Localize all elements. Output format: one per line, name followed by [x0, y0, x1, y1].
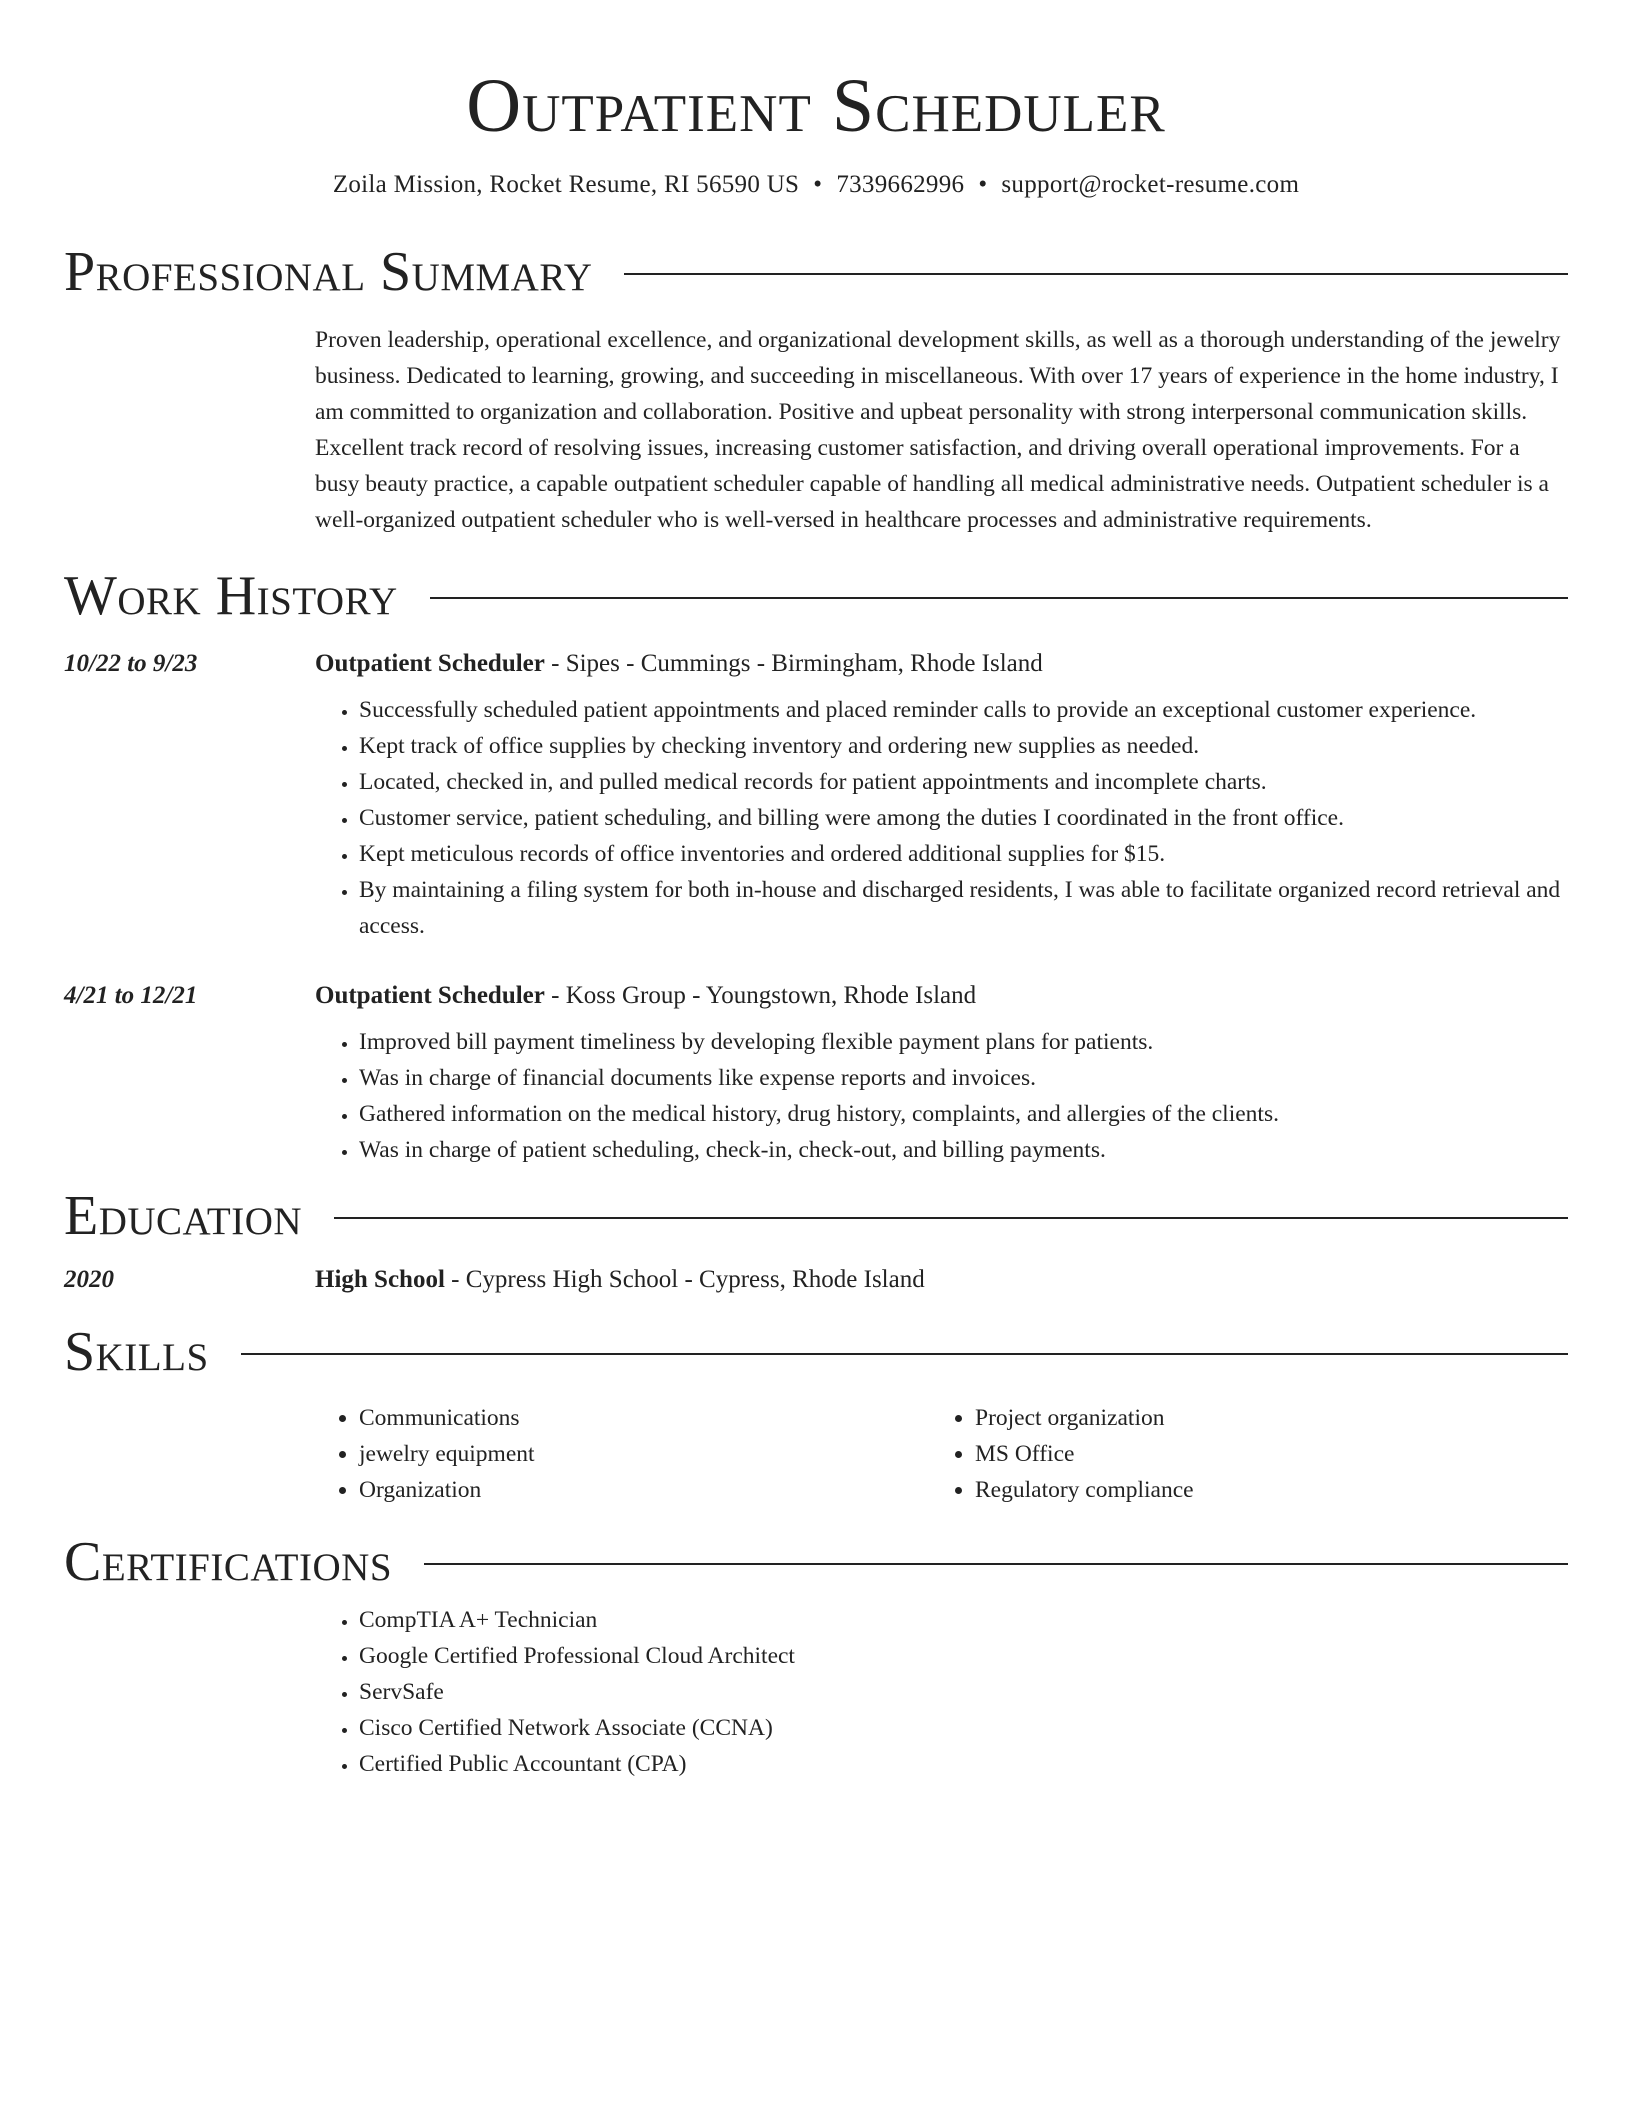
work-section-header — [64, 566, 1568, 626]
education-line — [315, 1262, 925, 1298]
job-bullets — [315, 692, 1568, 944]
skills-column-right — [931, 1400, 1547, 1508]
summary-text: Proven leadership, operational excellence, and organizational development skills, as well as a thorough understanding of the jewelry business. Dedicated to learning, growing, and succeeding in miscellaneous. With over 17 years of experience in the home industry, I am committed to organization and collaboration. Positive and upbeat personality with strong interpersonal communication skills. Excellent track record of resolving issues, increasing customer satisfaction, and driving overall operational improvements. For a busy beauty practice, a capable outpatient scheduler capable of handling all medical administrative needs. Outpatient scheduler is a well-organized outpatient scheduler who is well-versed in healthcare processes and administrative requirements. — [315, 327, 1561, 533]
job-entry — [64, 646, 1568, 944]
job-title: Outpatient Scheduler — [315, 982, 545, 1009]
resume-page — [64, 0, 1568, 1782]
summary-section-header — [64, 242, 1568, 302]
contact-phone: 7339662996 — [836, 171, 965, 198]
contact-email: support@rocket-resume.com — [1001, 171, 1300, 198]
education-details: - Cypress High School - Cypress, Rhode Island — [444, 1266, 925, 1293]
job-bullet: • By maintaining a filing system for both in-house and discharged residents, I was able to facilitate organized record retrieval and access. — [359, 872, 1568, 944]
job-bullet: • Customer service, patient scheduling, and billing were among the duties I coordinated in the front office. — [359, 800, 1568, 836]
job-bullet: • Gathered information on the medical history, drug history, complaints, and allergies of the clients. — [359, 1096, 1568, 1132]
skill-item: • Organization — [359, 1472, 931, 1508]
contact-address: Zoila Mission, Rocket Resume, RI 56590 US — [332, 171, 800, 198]
summary-heading: Professional Summary — [64, 241, 593, 303]
job-bullet: • Kept track of office supplies by checking inventory and ordering new supplies as needed. — [359, 728, 1568, 764]
job-details: - Koss Group - Youngstown, Rhode Island — [544, 982, 977, 1009]
job-bullet: • Was in charge of patient scheduling, check-in, check-out, and billing payments. — [359, 1132, 1568, 1168]
job-header — [64, 978, 1568, 1014]
skill-item: • Regulatory compliance — [975, 1472, 1547, 1508]
education-heading: Education — [64, 1185, 303, 1247]
contact-separator: • — [813, 171, 823, 198]
section-divider — [241, 1353, 1568, 1355]
certifications-section-header — [64, 1532, 1568, 1592]
education-degree: High School — [315, 1266, 445, 1293]
job-details: - Sipes - Cummings - Birmingham, Rhode Island — [544, 650, 1043, 677]
skill-item: • Communications — [359, 1400, 931, 1436]
section-divider — [424, 1563, 1568, 1565]
skills-heading: Skills — [64, 1321, 209, 1383]
skill-item: • Project organization — [975, 1400, 1547, 1436]
section-divider — [624, 273, 1568, 275]
skills-section-header — [64, 1322, 1568, 1382]
job-header — [64, 646, 1568, 682]
skill-item: • jewelry equipment — [359, 1436, 931, 1472]
job-bullets — [315, 1024, 1568, 1168]
contact-line — [64, 170, 1568, 200]
job-dates: 4/21 to 12/21 — [64, 982, 198, 1009]
certification-item: • ServSafe — [359, 1674, 1568, 1710]
job-title-line — [315, 646, 1043, 682]
resume-title: Outpatient Scheduler — [466, 64, 1166, 148]
education-year: 2020 — [64, 1266, 114, 1293]
certification-item: • Cisco Certified Network Associate (CCNA) — [359, 1710, 1568, 1746]
certification-item: • Google Certified Professional Cloud Architect — [359, 1638, 1568, 1674]
contact-separator: • — [978, 171, 988, 198]
section-divider — [334, 1217, 1568, 1219]
job-entry — [64, 978, 1568, 1168]
job-bullet: • Kept meticulous records of office inventories and ordered additional supplies for $15. — [359, 836, 1568, 872]
education-entry — [64, 1262, 1568, 1298]
certifications-heading: Certifications — [64, 1531, 393, 1593]
skills-grid — [315, 1400, 1568, 1508]
skill-item: • MS Office — [975, 1436, 1547, 1472]
job-bullet: • Was in charge of financial documents like expense reports and invoices. — [359, 1060, 1568, 1096]
certification-item: • CompTIA A+ Technician — [359, 1602, 1568, 1638]
job-bullet: • Located, checked in, and pulled medical records for patient appointments and incomplete charts. — [359, 764, 1568, 800]
job-dates: 10/22 to 9/23 — [64, 650, 198, 677]
skills-column-left — [315, 1400, 931, 1508]
certification-item: • Certified Public Accountant (CPA) — [359, 1746, 1568, 1782]
job-bullet: • Improved bill payment timeliness by developing flexible payment plans for patients. — [359, 1024, 1568, 1060]
certifications-list — [315, 1602, 1568, 1782]
section-divider — [430, 597, 1568, 599]
job-title: Outpatient Scheduler — [315, 650, 545, 677]
education-section-header — [64, 1186, 1568, 1246]
job-bullet: • Successfully scheduled patient appointments and placed reminder calls to provide an exceptional customer experience. — [359, 692, 1568, 728]
work-heading: Work History — [64, 565, 398, 627]
job-title-line — [315, 978, 976, 1014]
